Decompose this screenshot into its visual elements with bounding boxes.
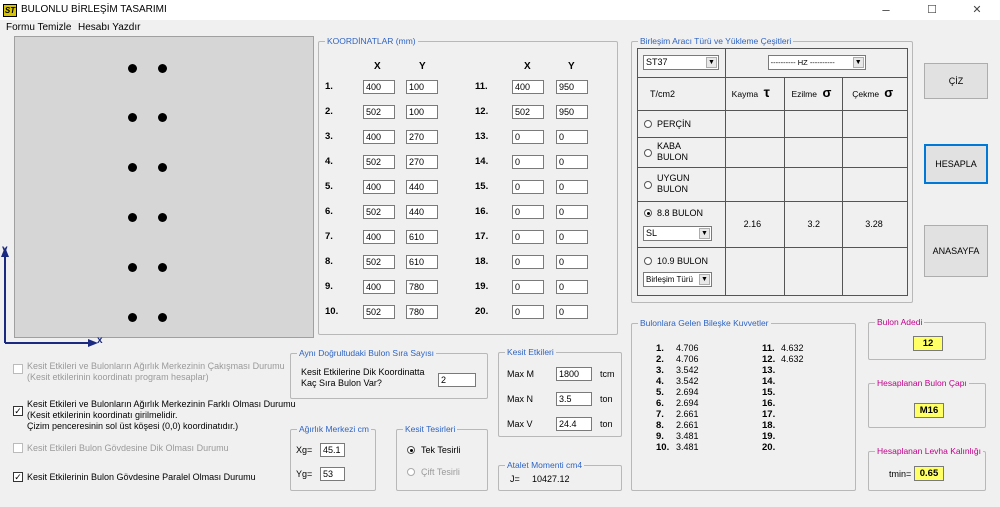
force-input[interactable]: 1800 <box>556 367 592 381</box>
bolt-force-number: 3. <box>656 365 664 376</box>
coord-y-header-left: Y <box>419 61 426 72</box>
coord-row-number: 6. <box>325 206 333 217</box>
plate-thickness-label: tmin= <box>889 469 912 479</box>
centroid-title: Ağırlık Merkezi cm <box>299 424 369 434</box>
home-button[interactable]: ANASAYFA <box>924 225 988 277</box>
tau-symbol: τ <box>763 84 770 100</box>
bolt-diameter-value: M16 <box>914 403 944 418</box>
coord-x-input[interactable]: 0 <box>512 305 544 319</box>
coord-x-input[interactable]: 0 <box>512 180 544 194</box>
coord-row-number: 19. <box>475 281 489 292</box>
type-kaba-label: KABA BULON <box>657 141 689 162</box>
coord-x-header-right: X <box>524 61 531 72</box>
row-count-label: Kesit Etkilerine Dik Koordinatta Kaç Sıra Bulon Var? <box>301 367 425 388</box>
close-button[interactable]: ✕ <box>972 4 982 16</box>
bolt-force-number: 8. <box>656 420 664 431</box>
coord-x-input[interactable]: 400 <box>363 130 395 144</box>
coord-y-input[interactable]: 270 <box>406 155 438 169</box>
effect-title: Kesit Tesirleri <box>405 424 456 434</box>
coord-x-input[interactable]: 0 <box>512 205 544 219</box>
sigma-symbol-cekme: σ <box>884 85 894 100</box>
plate-thickness-title: Hesaplanan Levha Kalınlığı <box>877 446 981 456</box>
coord-x-input[interactable]: 0 <box>512 155 544 169</box>
coordinates-title: KOORDİNATLAR (mm) <box>327 36 416 46</box>
force-label: Max M <box>507 369 534 379</box>
inertia-title: Atalet Momenti cm4 <box>507 460 583 470</box>
coord-x-input[interactable]: 502 <box>363 105 395 119</box>
bolt-force-number: 6. <box>656 398 664 409</box>
coord-y-input[interactable]: 0 <box>556 130 588 144</box>
radio-kaba-bulon[interactable] <box>644 149 652 157</box>
bolt-count-value: 12 <box>913 336 943 351</box>
row-count-title: Aynı Doğrultudaki Bulon Sıra Sayısı <box>299 348 434 358</box>
force-unit: tcm <box>600 369 615 379</box>
y-axis-label: y <box>2 244 8 255</box>
radio-percin[interactable] <box>644 120 652 128</box>
radio-88-bulon[interactable] <box>644 209 652 217</box>
option-4-checkbox[interactable]: ✓ <box>14 472 22 482</box>
bolt-count-title: Bulon Adedi <box>877 317 923 327</box>
coord-x-input[interactable]: 0 <box>512 255 544 269</box>
bolt-force-number: 18. <box>762 420 776 431</box>
yg-input[interactable]: 53 <box>320 467 345 481</box>
bolt-dot <box>128 263 137 272</box>
option-1-checkbox[interactable] <box>13 364 23 374</box>
coord-row-number: 8. <box>325 256 333 267</box>
centroid-group <box>290 424 376 491</box>
row-count-input[interactable]: 2 <box>438 373 476 387</box>
bolt-dot <box>128 213 137 222</box>
bolt-force-number: 17. <box>762 409 776 420</box>
coord-y-input[interactable]: 0 <box>556 180 588 194</box>
bolt-forces-title: Bulonlara Gelen Bileşke Kuvvetler <box>640 318 769 328</box>
coord-y-input[interactable]: 440 <box>406 180 438 194</box>
maximize-button[interactable]: ☐ <box>927 4 937 16</box>
force-unit: ton <box>600 394 613 404</box>
radio-109-bulon[interactable] <box>644 257 652 265</box>
coord-y-input[interactable]: 610 <box>406 230 438 244</box>
coord-row-number: 9. <box>325 281 333 292</box>
coord-y-input[interactable]: 0 <box>556 205 588 219</box>
bolt-force-number: 13. <box>762 365 776 376</box>
coord-row-number: 17. <box>475 231 489 242</box>
coord-y-input[interactable]: 100 <box>406 80 438 94</box>
coord-y-input[interactable]: 0 <box>556 305 588 319</box>
single-effect-label: Tek Tesirli <box>421 445 461 455</box>
bolt-force-number: 19. <box>762 431 776 442</box>
bolt-force-value: 4.706 <box>676 354 699 364</box>
force-unit: ton <box>600 419 613 429</box>
option-1-label: Kesit Etkileri ve Bulonların Ağırlık Merkezinin Çakışması Durumu (Kesit etkilerinin koordinatı program hesaplar) <box>27 361 285 382</box>
coord-x-input[interactable]: 502 <box>363 255 395 269</box>
bolt-dot <box>158 263 167 272</box>
combo-88-type[interactable]: SL ▼ <box>643 226 712 241</box>
coord-y-input[interactable]: 100 <box>406 105 438 119</box>
radio-double-effect[interactable] <box>407 468 415 476</box>
coord-y-input[interactable]: 0 <box>556 255 588 269</box>
bolt-force-number: 14. <box>762 376 776 387</box>
connector-title: Birleşim Aracı Türü ve Yükleme Çeşitleri <box>640 36 792 46</box>
app-icon: ST <box>4 6 16 15</box>
menu-print[interactable]: Hesabı Yazdır <box>78 22 141 33</box>
coord-y-input[interactable]: 780 <box>406 305 438 319</box>
coord-row-number: 16. <box>475 206 489 217</box>
combo-109-type[interactable]: Birleşim Türü ▼ <box>643 272 712 287</box>
bolt-force-value: 3.542 <box>676 365 699 375</box>
bolt-force-value: 4.706 <box>676 343 699 353</box>
type-percin-label: PERÇİN <box>657 119 692 129</box>
coord-y-input[interactable]: 610 <box>406 255 438 269</box>
coord-row-number: 15. <box>475 181 489 192</box>
minimize-button[interactable]: – <box>882 2 890 17</box>
bolt-force-number: 1. <box>656 343 664 354</box>
bolt-force-number: 12. <box>762 354 776 365</box>
coord-row-number: 20. <box>475 306 489 317</box>
coord-y-input[interactable]: 780 <box>406 280 438 294</box>
option-3-checkbox[interactable] <box>13 443 23 453</box>
window-title: BULONLU BİRLEŞİM TASARIMI <box>21 4 167 15</box>
coord-x-input[interactable]: 400 <box>363 280 395 294</box>
option-4-label: Kesit Etkilerinin Bulon Gövdesine Paralel Olması Durumu <box>27 472 256 482</box>
connector-table <box>637 48 908 296</box>
value-88-kayma: 2.16 <box>743 219 762 229</box>
bolt-diameter-group <box>868 378 986 428</box>
chevron-down-icon: ▼ <box>853 57 864 68</box>
bolt-force-number: 2. <box>656 354 664 365</box>
bolt-force-number: 15. <box>762 387 776 398</box>
bolt-force-value: 3.542 <box>676 376 699 386</box>
coord-row-number: 2. <box>325 106 333 117</box>
inertia-label: J= <box>510 474 520 484</box>
bolt-force-number: 4. <box>656 376 664 387</box>
bolt-force-value: 2.694 <box>676 387 699 397</box>
bolt-dot <box>128 64 137 73</box>
coord-y-input[interactable]: 270 <box>406 130 438 144</box>
coordinates-group <box>318 36 618 335</box>
coord-y-header-right: Y <box>568 61 575 72</box>
coord-y-input[interactable]: 950 <box>556 80 588 94</box>
coord-row-number: 14. <box>475 156 489 167</box>
bolt-force-value: 4.632 <box>781 343 804 353</box>
cekme-label: Çekme <box>852 89 880 99</box>
unit-label: T/cm2 <box>650 89 676 99</box>
load-combo[interactable]: ---------- HZ ---------- ▼ <box>768 55 866 70</box>
bolt-force-value: 4.632 <box>781 354 804 364</box>
bolt-force-number: 10. <box>656 442 670 453</box>
xg-label: Xg= <box>296 445 313 455</box>
option-3-label: Kesit Etkileri Bulon Gövdesine Dik Olması Durumu <box>27 443 229 453</box>
plate-thickness-group <box>868 446 986 491</box>
bolt-dot <box>158 113 167 122</box>
bolt-force-number: 16. <box>762 398 776 409</box>
bolt-force-number: 20. <box>762 442 776 453</box>
coord-row-number: 5. <box>325 181 333 192</box>
bolt-dot <box>158 163 167 172</box>
coord-x-input[interactable]: 400 <box>363 230 395 244</box>
bolt-forces-group <box>631 318 856 491</box>
steel-combo[interactable]: ST37 ▼ <box>643 55 719 70</box>
coord-row-number: 4. <box>325 156 333 167</box>
coord-row-number: 11. <box>475 81 488 92</box>
effect-group <box>396 424 488 491</box>
coord-x-header-left: X <box>374 61 381 72</box>
radio-uygun-bulon[interactable] <box>644 181 652 189</box>
inertia-group <box>498 460 622 491</box>
bolt-dot <box>128 163 137 172</box>
coord-x-input[interactable]: 502 <box>363 205 395 219</box>
option-2-label: Kesit Etkileri ve Bulonların Ağırlık Merkezinin Farklı Olması Durumu (Kesit etkilerinin koordinatı girilmelidir. Çizim penceresinin sol üst köşesi (0,0) koordinatıdır.) <box>27 399 296 431</box>
xg-input[interactable]: 45.1 <box>320 443 345 457</box>
coord-y-input[interactable]: 0 <box>556 280 588 294</box>
inertia-value: 10427.12 <box>532 474 570 484</box>
row-count-group <box>290 348 488 399</box>
coord-x-input[interactable]: 0 <box>512 130 544 144</box>
force-label: Max N <box>507 394 534 404</box>
menu-bar <box>0 20 1000 36</box>
draw-button[interactable]: ÇİZ <box>924 63 988 99</box>
x-axis-label: x <box>97 335 103 346</box>
bolt-force-number: 5. <box>656 387 664 398</box>
plate-thickness-value: 0.65 <box>914 466 944 481</box>
forces-group <box>498 347 622 437</box>
bolt-force-value: 2.661 <box>676 420 699 430</box>
bolt-force-value: 2.661 <box>676 409 699 419</box>
option-2-checkbox[interactable]: ✓ <box>14 406 22 416</box>
force-input[interactable]: 24.4 <box>556 417 592 431</box>
type-88-label: 8.8 BULON <box>657 208 704 218</box>
bolt-count-group <box>868 317 986 360</box>
coord-row-number: 18. <box>475 256 489 267</box>
coord-x-input[interactable]: 400 <box>363 180 395 194</box>
coord-x-input[interactable]: 502 <box>363 305 395 319</box>
coord-row-number: 13. <box>475 131 489 142</box>
coord-row-number: 12. <box>475 106 489 117</box>
coord-x-input[interactable]: 400 <box>363 80 395 94</box>
coord-row-number: 1. <box>325 81 333 92</box>
coord-y-input[interactable]: 950 <box>556 105 588 119</box>
chevron-down-icon: ▼ <box>706 57 717 68</box>
value-88-ezilme: 3.2 <box>807 219 820 229</box>
coord-x-input[interactable]: 502 <box>512 105 544 119</box>
bolt-force-number: 7. <box>656 409 664 420</box>
yg-label: Yg= <box>296 469 313 479</box>
coord-y-input[interactable]: 440 <box>406 205 438 219</box>
type-uygun-label: UYGUN BULON <box>657 173 690 194</box>
coord-y-input[interactable]: 0 <box>556 230 588 244</box>
force-input[interactable]: 3.5 <box>556 392 592 406</box>
coord-x-input[interactable]: 502 <box>363 155 395 169</box>
sigma-symbol-ezilme: σ <box>822 85 832 100</box>
bolt-force-number: 9. <box>656 431 664 442</box>
bolt-dot <box>128 113 137 122</box>
chevron-down-icon: ▼ <box>699 274 710 285</box>
bolt-dot <box>128 313 137 322</box>
bolt-force-value: 3.481 <box>676 431 699 441</box>
title-bar <box>0 0 1000 20</box>
bolt-force-number: 11. <box>762 343 775 354</box>
coord-row-number: 10. <box>325 306 339 317</box>
coord-x-input[interactable]: 0 <box>512 230 544 244</box>
bolt-force-value: 2.694 <box>676 398 699 408</box>
bolt-dot <box>158 313 167 322</box>
menu-clear-form[interactable]: Formu Temizle <box>6 22 72 33</box>
bolt-diameter-title: Hesaplanan Bulon Çapı <box>877 378 967 388</box>
coord-x-input[interactable]: 0 <box>512 280 544 294</box>
chevron-down-icon: ▼ <box>699 228 710 239</box>
ezilme-label: Ezilme <box>791 89 817 99</box>
type-109-label: 10.9 BULON <box>657 256 709 266</box>
bolt-force-value: 3.481 <box>676 442 699 452</box>
value-88-cekme: 3.28 <box>865 219 883 229</box>
kayma-label: Kayma <box>731 89 759 99</box>
radio-single-effect[interactable] <box>407 446 415 454</box>
bolt-dot <box>158 213 167 222</box>
coord-row-number: 7. <box>325 231 333 242</box>
calculate-button[interactable]: HESAPLA <box>924 144 988 184</box>
forces-title: Kesit Etkileri <box>507 347 554 357</box>
force-label: Max V <box>507 419 533 429</box>
coord-x-input[interactable]: 400 <box>512 80 544 94</box>
coord-row-number: 3. <box>325 131 333 142</box>
double-effect-label: Çift Tesirli <box>421 467 460 477</box>
coord-y-input[interactable]: 0 <box>556 155 588 169</box>
bolt-dot <box>158 64 167 73</box>
